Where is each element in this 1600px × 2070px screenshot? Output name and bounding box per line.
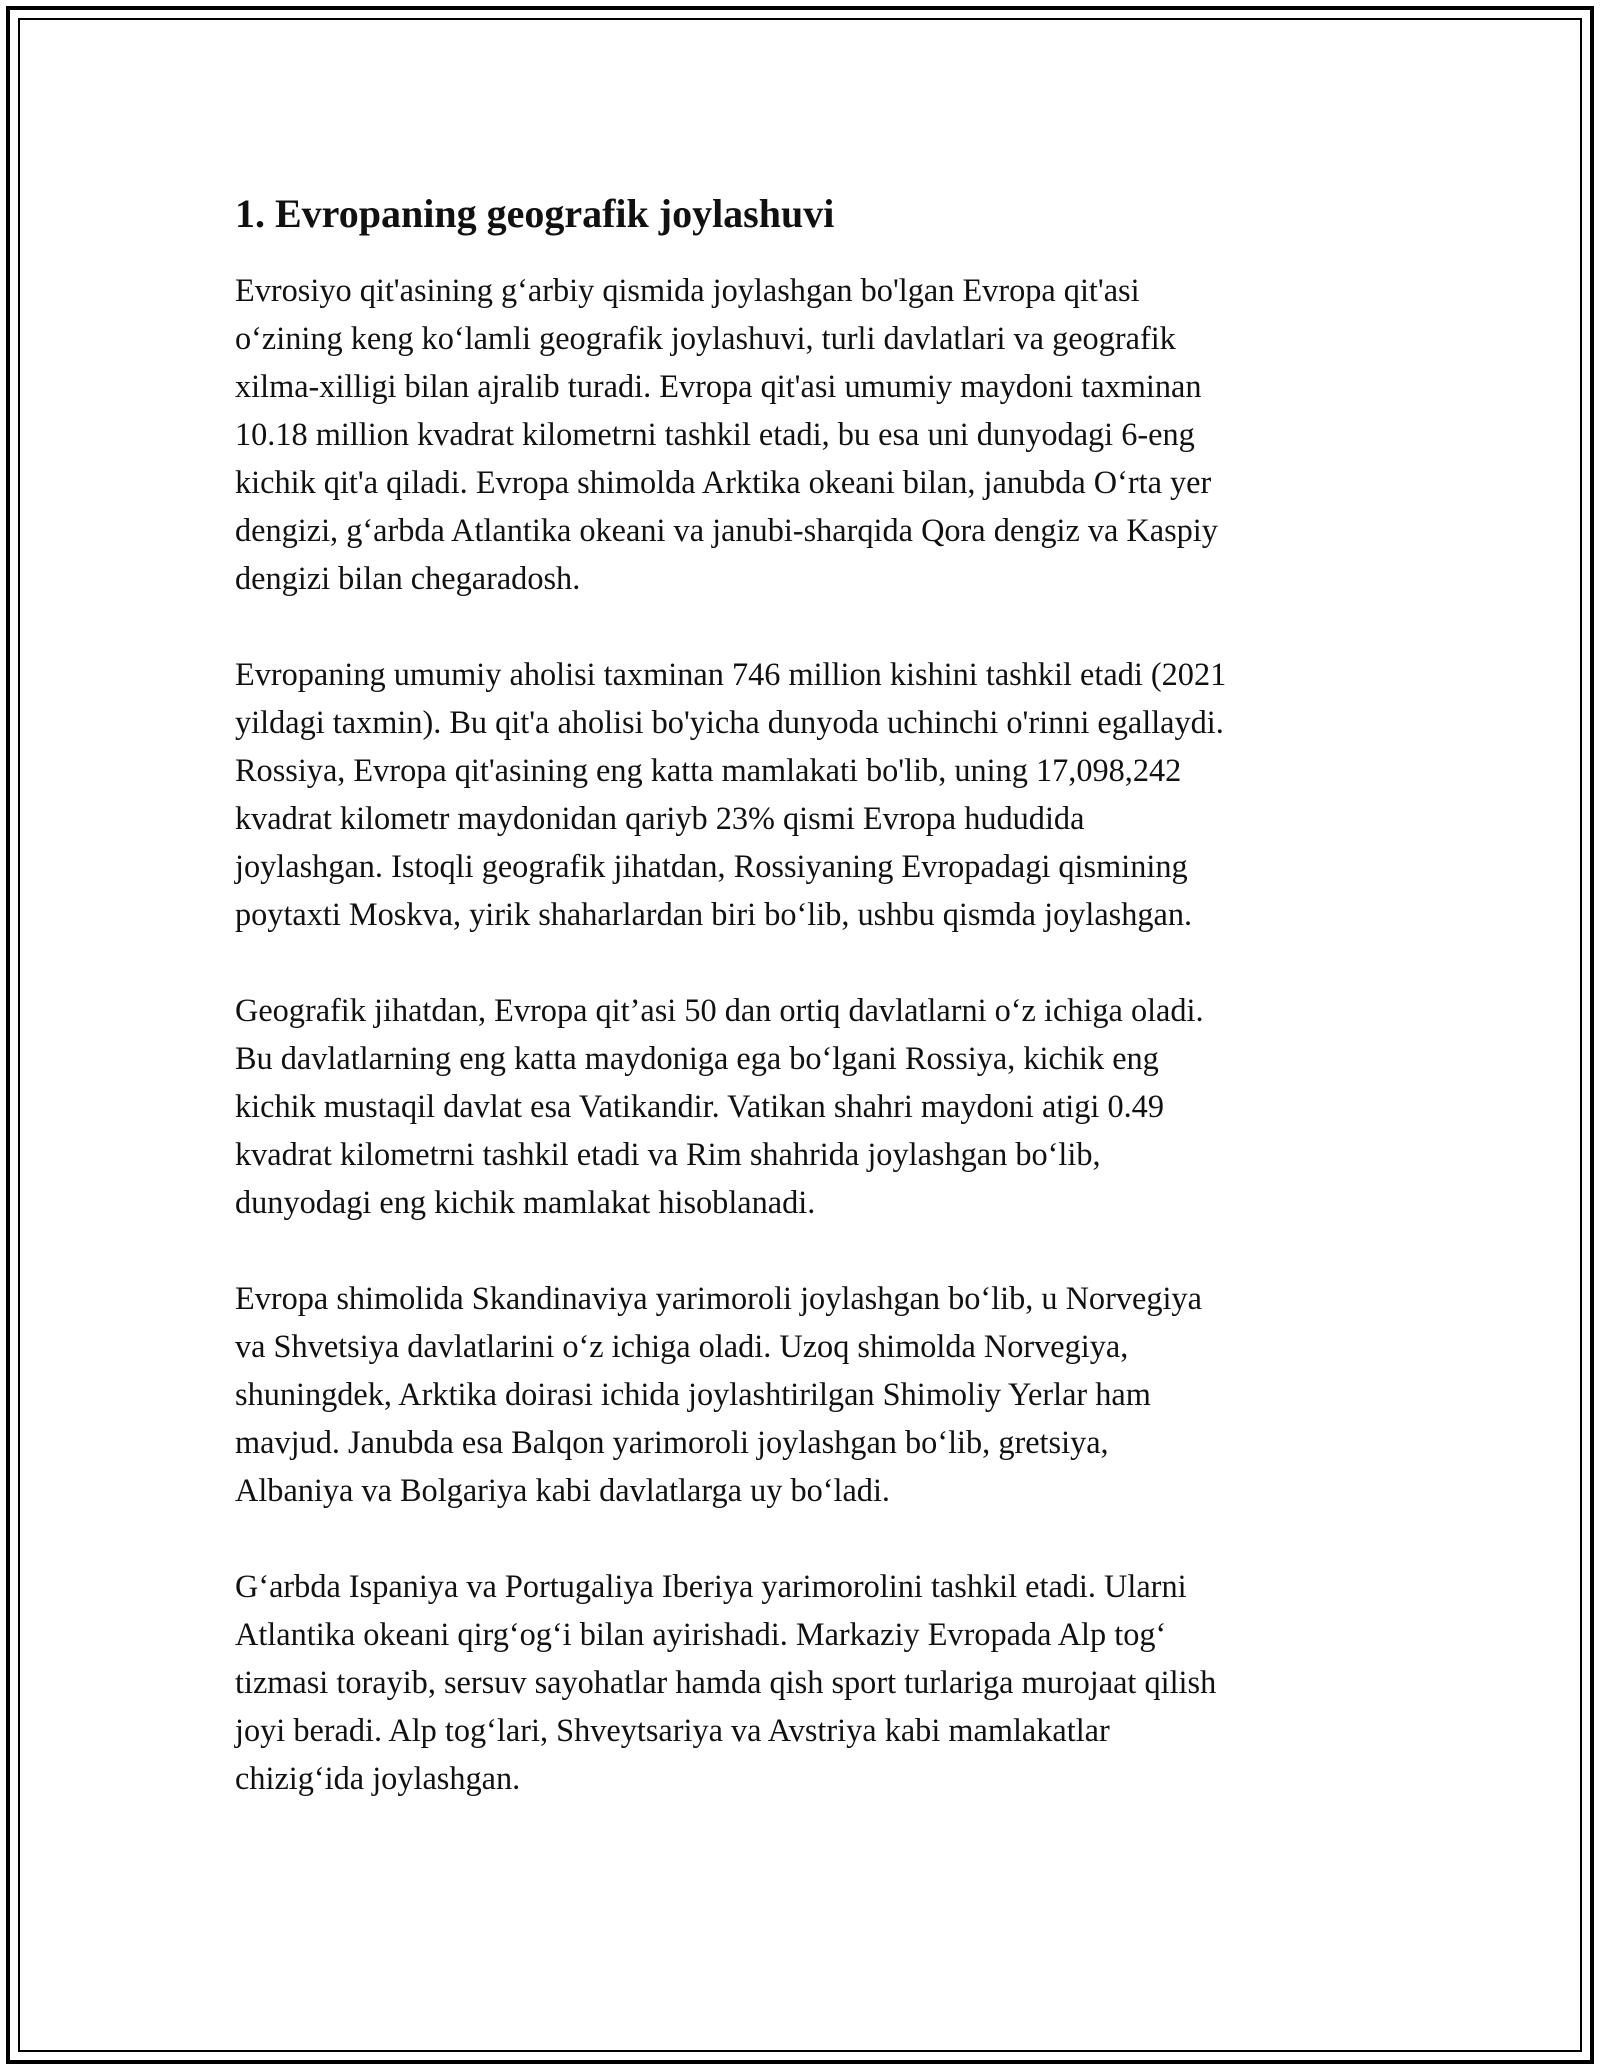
paragraph-line: dengizi bilan chegaradosh. [235, 560, 581, 596]
paragraph-line: chizig‘ida joylashgan. [235, 1760, 521, 1796]
paragraph-line: 10.18 million kvadrat kilometrni tashkil etadi, bu esa uni dunyodagi 6-eng [235, 416, 1195, 452]
paragraph-line: mavjud. Janubda esa Balqon yarimoroli joylashgan bo‘lib, gretsiya, [235, 1424, 1109, 1460]
paragraph-line: va Shvetsiya davlatlarini o‘z ichiga oladi. Uzoq shimolda Norvegiya, [235, 1328, 1129, 1364]
paragraph-line: dengizi, g‘arbda Atlantika okeani va janubi-sharqida Qora dengiz va Kaspiy [235, 512, 1218, 548]
paragraph-line: Bu davlatlarning eng katta maydoniga ega bo‘lgani Rossiya, kichik eng [235, 1040, 1159, 1076]
document-body [235, 186, 1365, 1850]
paragraph-line: Atlantika okeani qirg‘og‘i bilan ayirishadi. Markaziy Evropada Alp tog‘ [235, 1616, 1167, 1652]
paragraph-list [235, 266, 1365, 1802]
paragraph-line: o‘zining keng ko‘lamli geografik joylashuvi, turli davlatlari va geografik [235, 320, 1176, 356]
paragraph-line: kichik mustaqil davlat esa Vatikandir. Vatikan shahri maydoni atigi 0.49 [235, 1088, 1164, 1124]
document-title: 1. Evropaning geografik joylashuvi [235, 191, 835, 236]
paragraph-line: Rossiya, Evropa qit'asining eng katta mamlakati bo'lib, uning 17,098,242 [235, 752, 1182, 788]
paragraph-line: Albaniya va Bolgariya kabi davlatlarga uy bo‘ladi. [235, 1472, 891, 1508]
paragraph-line: xilma-xilligi bilan ajralib turadi. Evropa qit'asi umumiy maydoni taxminan [235, 368, 1202, 404]
paragraph-line: shuningdek, Arktika doirasi ichida joylashtirilgan Shimoliy Yerlar ham [235, 1376, 1151, 1412]
paragraph-line: joylashgan. Istoqli geografik jihatdan, Rossiyaning Evropadagi qismining [235, 848, 1188, 884]
paragraph-line: Evrosiyo qit'asining g‘arbiy qismida joylashgan bo'lgan Evropa qit'asi [235, 272, 1140, 308]
paragraph-line: kvadrat kilometr maydonidan qariyb 23% qismi Evropa hududida [235, 800, 1085, 836]
paragraph-line: poytaxti Moskva, yirik shaharlardan biri bo‘lib, ushbu qismda joylashgan. [235, 896, 1193, 932]
paragraph-line: Evropaning umumiy aholisi taxminan 746 million kishini tashkil etadi (2021 [235, 656, 1227, 692]
paragraph-line: dunyodagi eng kichik mamlakat hisoblanadi. [235, 1184, 816, 1220]
paragraph-line: kichik qit'a qiladi. Evropa shimolda Arktika okeani bilan, janubda O‘rta yer [235, 464, 1212, 500]
body-paragraph [235, 650, 1365, 938]
body-paragraph [235, 266, 1365, 602]
paragraph-line: Geografik jihatdan, Evropa qit’asi 50 dan ortiq davlatlarni o‘z ichiga oladi. [235, 992, 1204, 1028]
paragraph-line: G‘arbda Ispaniya va Portugaliya Iberiya yarimorolini tashkil etadi. Ularni [235, 1568, 1187, 1604]
paragraph-line: kvadrat kilometrni tashkil etadi va Rim shahrida joylashgan bo‘lib, [235, 1136, 1101, 1172]
body-paragraph [235, 1562, 1365, 1802]
paragraph-line: tizmasi torayib, sersuv sayohatlar hamda qish sport turlariga murojaat qilish [235, 1664, 1217, 1700]
paragraph-line: Evropa shimolida Skandinaviya yarimoroli joylashgan bo‘lib, u Norvegiya [235, 1280, 1202, 1316]
body-paragraph [235, 1274, 1365, 1514]
paragraph-line: joyi beradi. Alp tog‘lari, Shveytsariya va Avstriya kabi mamlakatlar [235, 1712, 1110, 1748]
paragraph-line: yildagi taxmin). Bu qit'a aholisi bo'yicha dunyoda uchinchi o'rinni egallaydi. [235, 704, 1224, 740]
body-paragraph [235, 986, 1365, 1226]
